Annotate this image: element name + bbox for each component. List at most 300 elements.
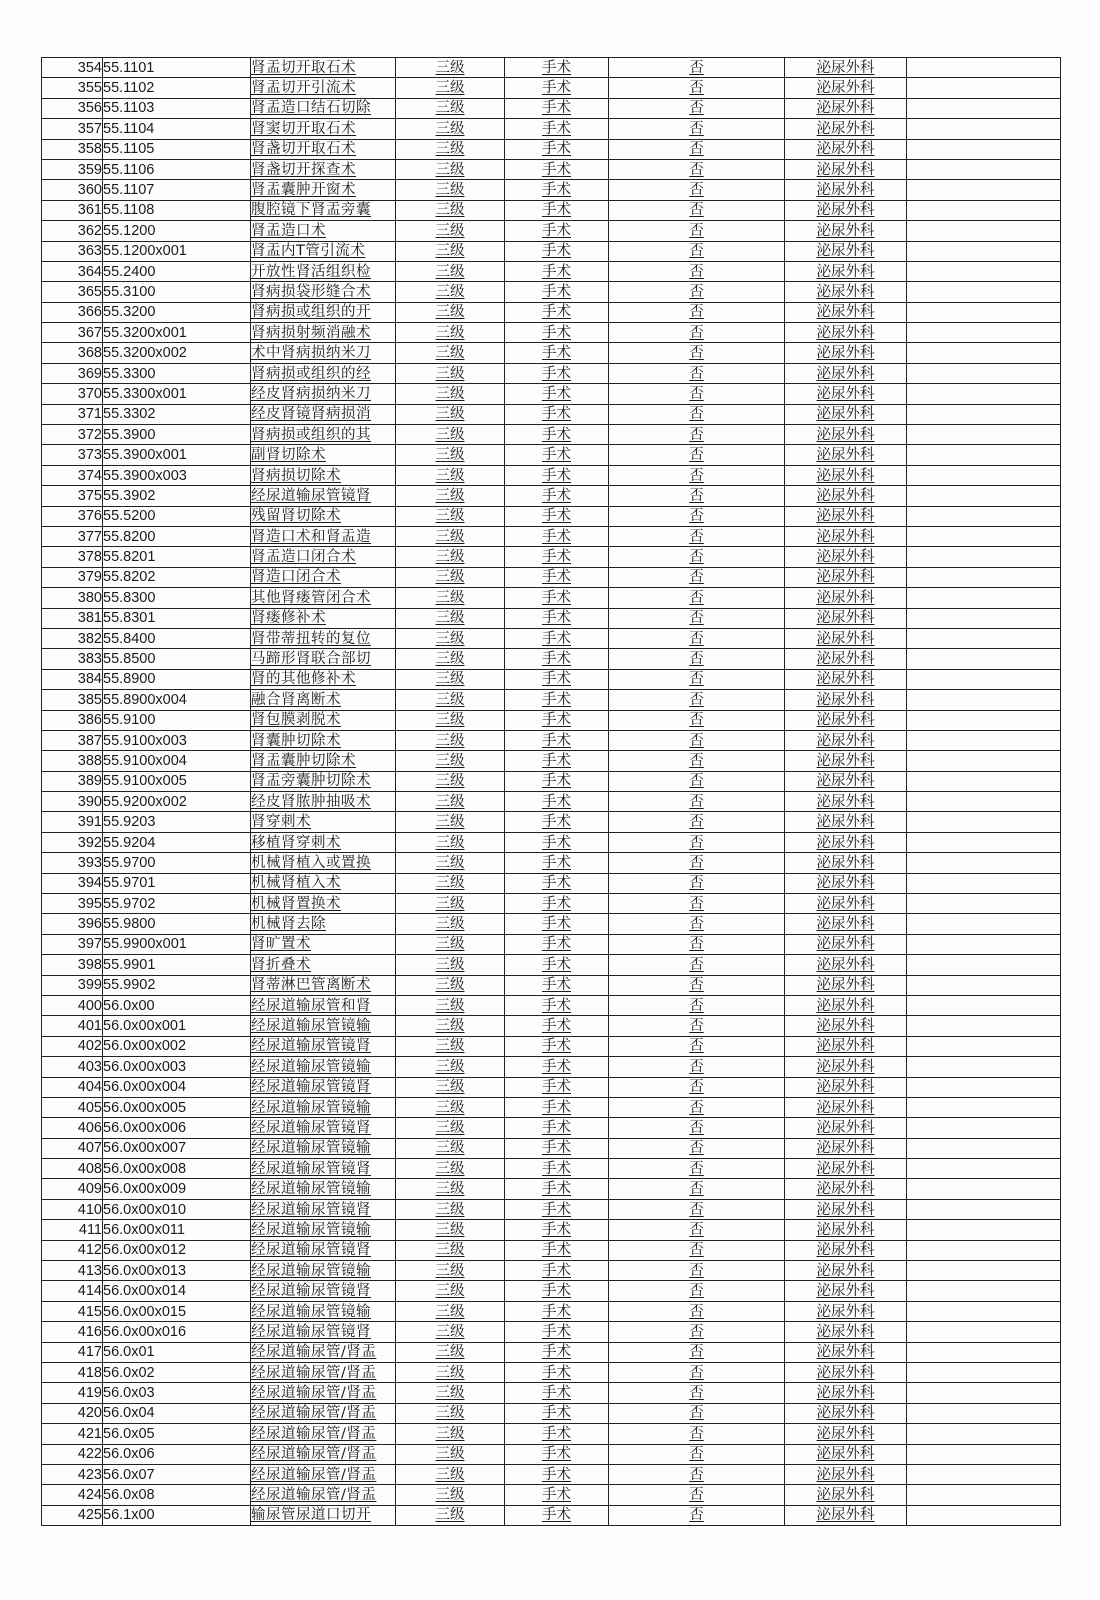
department-text: 泌尿外科: [816, 1446, 875, 1463]
level-cell: [396, 1240, 505, 1260]
type-text: 手术: [542, 1507, 571, 1524]
department-cell: [785, 1383, 907, 1403]
department-cell: [785, 690, 907, 710]
row-number-cell: 411: [42, 1220, 103, 1240]
flag-text: 否: [689, 80, 704, 97]
note-cell: [907, 873, 1061, 893]
procedure-name-cell: [251, 425, 396, 445]
department-text: 泌尿外科: [816, 141, 875, 158]
level-cell: [396, 792, 505, 812]
type-cell: [505, 873, 609, 893]
procedure-code-cell: 55.9100x005: [103, 771, 251, 791]
procedure-name-text: 腹腔镜下肾盂旁囊: [251, 202, 371, 219]
type-text: 手术: [542, 977, 571, 994]
department-cell: [785, 1424, 907, 1444]
procedure-code-cell: 56.0x00x007: [103, 1138, 251, 1158]
type-cell: [505, 1261, 609, 1281]
table-row: [42, 669, 1061, 689]
level-text: 三级: [435, 1201, 465, 1218]
flag-cell: [609, 690, 785, 710]
flag-text: 否: [689, 651, 704, 668]
row-number-cell: 375: [42, 486, 103, 506]
procedure-name-text: 开放性肾活组织检: [251, 263, 371, 280]
type-cell: [505, 608, 609, 628]
department-text: 泌尿外科: [816, 1242, 875, 1259]
table-row: [42, 894, 1061, 914]
procedure-name-text: 肾盂切开取石术: [251, 59, 356, 76]
department-text: 泌尿外科: [816, 1160, 875, 1177]
procedure-code-cell: 55.9204: [103, 832, 251, 852]
row-number-cell: 357: [42, 119, 103, 139]
type-text: 手术: [542, 1446, 571, 1463]
level-cell: [396, 894, 505, 914]
department-cell: [785, 751, 907, 771]
flag-text: 否: [689, 1303, 704, 1320]
level-cell: [396, 241, 505, 261]
department-text: 泌尿外科: [816, 732, 875, 749]
flag-cell: [609, 1016, 785, 1036]
type-cell: [505, 343, 609, 363]
procedure-name-text: 经尿道输尿管镜输: [251, 1099, 371, 1116]
department-text: 泌尿外科: [816, 1201, 875, 1218]
row-number-cell: 376: [42, 506, 103, 526]
level-text: 三级: [435, 1018, 465, 1035]
level-text: 三级: [435, 447, 465, 464]
department-text: 泌尿外科: [816, 875, 875, 892]
procedure-name-text: 肾蒂淋巴管离断术: [251, 977, 371, 994]
department-text: 泌尿外科: [816, 1466, 875, 1483]
procedure-name-cell: [251, 567, 396, 587]
type-text: 手术: [542, 467, 571, 484]
type-text: 手术: [542, 1038, 571, 1055]
flag-text: 否: [689, 365, 704, 382]
procedure-code-cell: 55.1200x001: [103, 241, 251, 261]
department-text: 泌尿外科: [816, 651, 875, 668]
row-number-cell: 355: [42, 78, 103, 98]
type-cell: [505, 1220, 609, 1240]
flag-cell: [609, 282, 785, 302]
flag-text: 否: [689, 1466, 704, 1483]
note-cell: [907, 1118, 1061, 1138]
row-number-cell: 422: [42, 1444, 103, 1464]
flag-cell: [609, 404, 785, 424]
table-row: [42, 1485, 1061, 1505]
type-text: 手术: [542, 671, 571, 688]
flag-cell: [609, 1485, 785, 1505]
table-row: [42, 282, 1061, 302]
table-row: [42, 1322, 1061, 1342]
row-number-cell: 425: [42, 1505, 103, 1525]
department-cell: [785, 853, 907, 873]
flag-cell: [609, 628, 785, 648]
flag-text: 否: [689, 406, 704, 423]
department-text: 泌尿外科: [816, 589, 875, 606]
level-text: 三级: [435, 610, 465, 627]
note-cell: [907, 1322, 1061, 1342]
procedure-name-cell: [251, 159, 396, 179]
department-text: 泌尿外科: [816, 1364, 875, 1381]
flag-cell: [609, 241, 785, 261]
procedure-name-text: 经尿道输尿管镜肾: [251, 1038, 371, 1055]
flag-cell: [609, 547, 785, 567]
procedure-name-cell: [251, 547, 396, 567]
row-number-cell: 390: [42, 792, 103, 812]
table-row: [42, 995, 1061, 1015]
type-text: 手术: [542, 182, 571, 199]
level-text: 三级: [435, 875, 465, 892]
procedure-name-cell: [251, 710, 396, 730]
flag-text: 否: [689, 1099, 704, 1116]
flag-text: 否: [689, 671, 704, 688]
flag-cell: [609, 363, 785, 383]
procedure-name-cell: [251, 873, 396, 893]
flag-text: 否: [689, 1507, 704, 1524]
flag-cell: [609, 832, 785, 852]
flag-text: 否: [689, 712, 704, 729]
type-cell: [505, 384, 609, 404]
note-cell: [907, 914, 1061, 934]
type-cell: [505, 669, 609, 689]
flag-text: 否: [689, 610, 704, 627]
flag-text: 否: [689, 59, 704, 76]
procedure-name-text: 肾盏切开探查术: [251, 161, 356, 178]
department-text: 泌尿外科: [816, 956, 875, 973]
procedure-name-text: 经尿道输尿管镜输: [251, 1058, 371, 1075]
procedure-name-text: 经尿道输尿管镜肾: [251, 1242, 371, 1259]
procedure-name-text: 机械肾置换术: [251, 895, 341, 912]
procedure-name-cell: [251, 465, 396, 485]
row-number-cell: 424: [42, 1485, 103, 1505]
type-text: 手术: [542, 732, 571, 749]
department-text: 泌尿外科: [816, 1507, 875, 1524]
row-number-cell: 367: [42, 323, 103, 343]
procedure-code-cell: 55.8500: [103, 649, 251, 669]
note-cell: [907, 975, 1061, 995]
procedure-name-text: 肾病损射频消融术: [251, 324, 371, 341]
table-row: [42, 1464, 1061, 1484]
table-row: [42, 486, 1061, 506]
type-cell: [505, 792, 609, 812]
table-row: [42, 58, 1061, 78]
procedure-code-cell: 55.9100x004: [103, 751, 251, 771]
procedure-code-cell: 55.1105: [103, 139, 251, 159]
level-cell: [396, 180, 505, 200]
department-cell: [785, 323, 907, 343]
table-row: [42, 710, 1061, 730]
department-text: 泌尿外科: [816, 528, 875, 545]
procedure-name-text: 肾包膜剥脱术: [251, 712, 341, 729]
level-cell: [396, 1138, 505, 1158]
procedure-code-cell: 56.0x00x014: [103, 1281, 251, 1301]
type-text: 手术: [542, 1487, 571, 1504]
procedure-name-cell: [251, 934, 396, 954]
type-text: 手术: [542, 426, 571, 443]
department-cell: [785, 995, 907, 1015]
procedure-code-cell: 55.1102: [103, 78, 251, 98]
procedure-code-cell: 55.3300: [103, 363, 251, 383]
procedure-name-text: 肾病损或组织的经: [251, 365, 371, 382]
level-text: 三级: [435, 752, 465, 769]
procedure-code-cell: 55.8202: [103, 567, 251, 587]
note-cell: [907, 425, 1061, 445]
type-text: 手术: [542, 1181, 571, 1198]
procedure-name-cell: [251, 1464, 396, 1484]
flag-cell: [609, 506, 785, 526]
procedure-code-cell: 56.0x05: [103, 1424, 251, 1444]
department-text: 泌尿外科: [816, 467, 875, 484]
department-text: 泌尿外科: [816, 243, 875, 260]
table-row: [42, 241, 1061, 261]
procedure-name-text: 移植肾穿刺术: [251, 834, 341, 851]
row-number-cell: 406: [42, 1118, 103, 1138]
procedure-name-text: 经尿道输尿管镜肾: [251, 1201, 371, 1218]
procedure-name-text: 经尿道输尿管镜肾: [251, 1160, 371, 1177]
type-cell: [505, 1342, 609, 1362]
table-row: [42, 771, 1061, 791]
type-cell: [505, 588, 609, 608]
note-cell: [907, 1485, 1061, 1505]
table-row: [42, 873, 1061, 893]
flag-text: 否: [689, 1364, 704, 1381]
flag-text: 否: [689, 1038, 704, 1055]
level-cell: [396, 1322, 505, 1342]
note-cell: [907, 1057, 1061, 1077]
department-cell: [785, 282, 907, 302]
flag-cell: [609, 526, 785, 546]
procedure-name-cell: [251, 1199, 396, 1219]
department-text: 泌尿外科: [816, 1221, 875, 1238]
procedure-name-cell: [251, 1138, 396, 1158]
procedure-code-cell: 55.3302: [103, 404, 251, 424]
level-text: 三级: [435, 243, 465, 260]
flag-text: 否: [689, 1018, 704, 1035]
procedure-name-text: 机械肾植入术: [251, 875, 341, 892]
note-cell: [907, 608, 1061, 628]
table-row: [42, 547, 1061, 567]
flag-cell: [609, 221, 785, 241]
note-cell: [907, 78, 1061, 98]
type-text: 手术: [542, 487, 571, 504]
row-number-cell: 370: [42, 384, 103, 404]
level-text: 三级: [435, 671, 465, 688]
procedure-code-cell: 55.8200: [103, 526, 251, 546]
type-text: 手术: [542, 202, 571, 219]
flag-text: 否: [689, 283, 704, 300]
level-text: 三级: [435, 406, 465, 423]
department-cell: [785, 1097, 907, 1117]
table-row: [42, 445, 1061, 465]
flag-cell: [609, 98, 785, 118]
type-cell: [505, 404, 609, 424]
level-text: 三级: [435, 1385, 465, 1402]
procedure-name-text: 肾瘘修补术: [251, 610, 326, 627]
procedure-name-text: 肾盏切开取石术: [251, 141, 356, 158]
row-number-cell: 364: [42, 261, 103, 281]
procedure-name-cell: [251, 1301, 396, 1321]
note-cell: [907, 669, 1061, 689]
flag-cell: [609, 1342, 785, 1362]
type-text: 手术: [542, 365, 571, 382]
type-text: 手术: [542, 80, 571, 97]
procedure-name-text: 经尿道输尿管镜输: [251, 1262, 371, 1279]
type-cell: [505, 241, 609, 261]
flag-cell: [609, 58, 785, 78]
note-cell: [907, 995, 1061, 1015]
department-cell: [785, 588, 907, 608]
department-cell: [785, 792, 907, 812]
department-text: 泌尿外科: [816, 854, 875, 871]
procedure-name-text: 经尿道输尿管镜输: [251, 1181, 371, 1198]
level-cell: [396, 78, 505, 98]
department-cell: [785, 425, 907, 445]
type-text: 手术: [542, 1099, 571, 1116]
flag-text: 否: [689, 426, 704, 443]
type-text: 手术: [542, 1201, 571, 1218]
department-text: 泌尿外科: [816, 1058, 875, 1075]
type-text: 手术: [542, 936, 571, 953]
type-cell: [505, 180, 609, 200]
row-number-cell: 409: [42, 1179, 103, 1199]
procedure-name-cell: [251, 628, 396, 648]
type-text: 手术: [542, 630, 571, 647]
level-text: 三级: [435, 1038, 465, 1055]
procedure-name-cell: [251, 914, 396, 934]
type-cell: [505, 1281, 609, 1301]
procedure-name-cell: [251, 832, 396, 852]
row-number-cell: 360: [42, 180, 103, 200]
level-text: 三级: [435, 956, 465, 973]
flag-text: 否: [689, 834, 704, 851]
procedure-name-cell: [251, 1363, 396, 1383]
department-text: 泌尿外科: [816, 1303, 875, 1320]
row-number-cell: 423: [42, 1464, 103, 1484]
row-number-cell: 404: [42, 1077, 103, 1097]
level-text: 三级: [435, 1405, 465, 1422]
type-cell: [505, 1036, 609, 1056]
flag-cell: [609, 486, 785, 506]
type-cell: [505, 1159, 609, 1179]
level-text: 三级: [435, 324, 465, 341]
department-cell: [785, 873, 907, 893]
procedure-name-cell: [251, 669, 396, 689]
flag-text: 否: [689, 100, 704, 117]
procedure-code-cell: 55.9901: [103, 955, 251, 975]
department-cell: [785, 1464, 907, 1484]
procedure-code-cell: 55.3902: [103, 486, 251, 506]
level-cell: [396, 1424, 505, 1444]
procedure-name-cell: [251, 1383, 396, 1403]
table-row: [42, 1424, 1061, 1444]
department-text: 泌尿外科: [816, 263, 875, 280]
procedure-code-cell: 56.0x00x002: [103, 1036, 251, 1056]
flag-text: 否: [689, 1344, 704, 1361]
department-cell: [785, 180, 907, 200]
flag-cell: [609, 1505, 785, 1525]
table-row: [42, 567, 1061, 587]
procedure-name-cell: [251, 1057, 396, 1077]
table-row: [42, 1118, 1061, 1138]
procedure-name-text: 肾病损或组织的开: [251, 304, 371, 321]
department-cell: [785, 894, 907, 914]
type-text: 手术: [542, 793, 571, 810]
table-row: [42, 934, 1061, 954]
procedure-name-cell: [251, 853, 396, 873]
procedure-name-cell: [251, 221, 396, 241]
level-cell: [396, 1057, 505, 1077]
flag-cell: [609, 384, 785, 404]
row-number-cell: 391: [42, 812, 103, 832]
department-text: 泌尿外科: [816, 508, 875, 525]
row-number-cell: 373: [42, 445, 103, 465]
department-cell: [785, 1138, 907, 1158]
row-number-cell: 417: [42, 1342, 103, 1362]
table-row: [42, 955, 1061, 975]
department-cell: [785, 139, 907, 159]
department-cell: [785, 669, 907, 689]
row-number-cell: 403: [42, 1057, 103, 1077]
flag-text: 否: [689, 202, 704, 219]
department-cell: [785, 506, 907, 526]
flag-cell: [609, 139, 785, 159]
level-text: 三级: [435, 467, 465, 484]
note-cell: [907, 159, 1061, 179]
level-cell: [396, 465, 505, 485]
type-text: 手术: [542, 283, 571, 300]
level-cell: [396, 261, 505, 281]
table-row: [42, 975, 1061, 995]
level-cell: [396, 832, 505, 852]
level-cell: [396, 1444, 505, 1464]
row-number-cell: 394: [42, 873, 103, 893]
note-cell: [907, 730, 1061, 750]
row-number-cell: 407: [42, 1138, 103, 1158]
table-row: [42, 1444, 1061, 1464]
type-cell: [505, 1057, 609, 1077]
level-cell: [396, 995, 505, 1015]
type-cell: [505, 323, 609, 343]
procedure-code-cell: 55.9700: [103, 853, 251, 873]
level-cell: [396, 282, 505, 302]
procedure-table: [41, 57, 1061, 1526]
procedure-name-cell: [251, 119, 396, 139]
flag-text: 否: [689, 385, 704, 402]
note-cell: [907, 649, 1061, 669]
level-text: 三级: [435, 345, 465, 362]
type-cell: [505, 1179, 609, 1199]
level-text: 三级: [435, 385, 465, 402]
department-cell: [785, 628, 907, 648]
procedure-name-text: 经尿道输尿管镜输: [251, 1018, 371, 1035]
row-number-cell: 389: [42, 771, 103, 791]
procedure-name-cell: [251, 1505, 396, 1525]
flag-text: 否: [689, 875, 704, 892]
procedure-code-cell: 55.1101: [103, 58, 251, 78]
department-text: 泌尿外科: [816, 671, 875, 688]
row-number-cell: 362: [42, 221, 103, 241]
row-number-cell: 410: [42, 1199, 103, 1219]
flag-text: 否: [689, 1079, 704, 1096]
type-text: 手术: [542, 304, 571, 321]
flag-cell: [609, 812, 785, 832]
table-row: [42, 404, 1061, 424]
department-text: 泌尿外科: [816, 304, 875, 321]
procedure-name-cell: [251, 200, 396, 220]
row-number-cell: 374: [42, 465, 103, 485]
type-cell: [505, 832, 609, 852]
procedure-name-text: 经尿道输尿管镜肾: [251, 1079, 371, 1096]
flag-text: 否: [689, 508, 704, 525]
row-number-cell: 420: [42, 1403, 103, 1423]
